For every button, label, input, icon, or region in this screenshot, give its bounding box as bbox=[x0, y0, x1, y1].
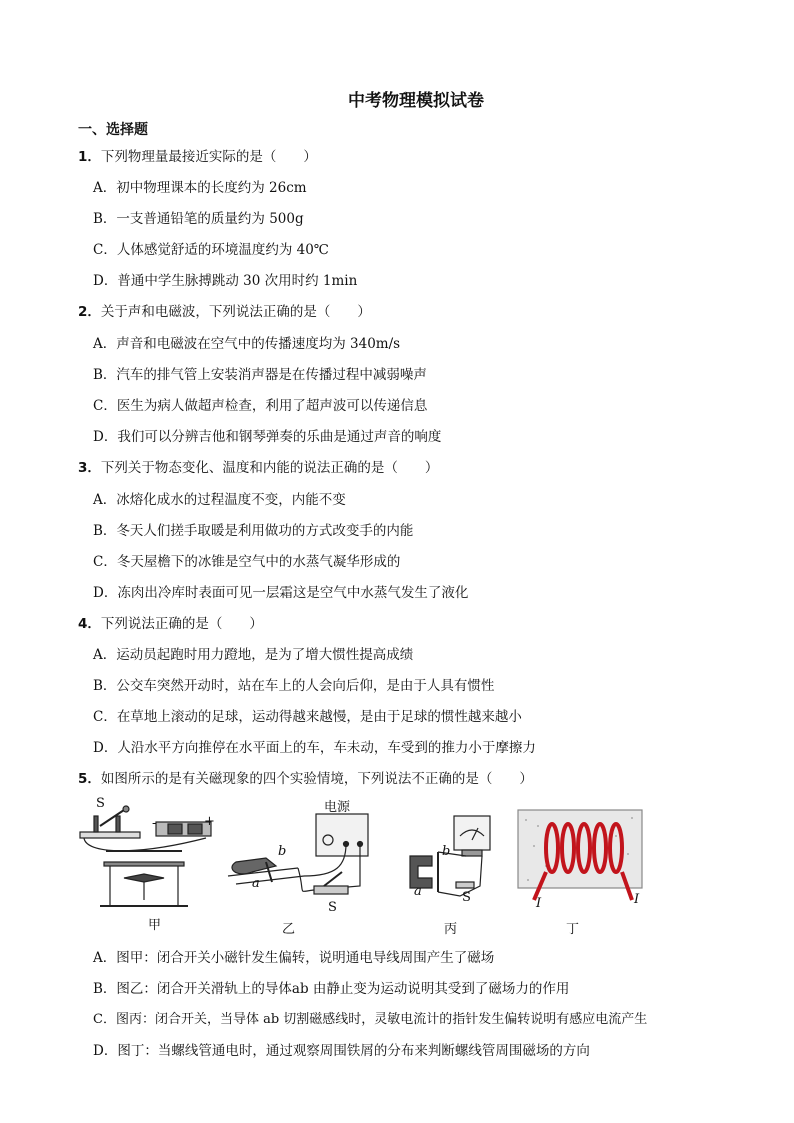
question-4 bbox=[78, 612, 263, 632]
label-a-bing: a bbox=[414, 884, 422, 899]
question-number: 1． bbox=[78, 149, 101, 165]
question-1 bbox=[78, 145, 317, 165]
question-number: 4． bbox=[78, 616, 101, 632]
page-title: 中考物理模拟试卷 bbox=[348, 91, 484, 111]
label-plus: + bbox=[204, 814, 215, 829]
caption-jia: 甲 bbox=[148, 918, 162, 933]
option-4a: A．运动员起跑时用力蹬地，是为了增大惯性提高成绩 bbox=[93, 647, 414, 663]
option-2a: A．声音和电磁波在空气中的传播速度均为 340m/s bbox=[93, 336, 401, 352]
question-number: 5． bbox=[78, 771, 101, 787]
label-minus: - bbox=[152, 816, 157, 831]
option-5d: D．图丁：当螺线管通电时，通过观察周围铁屑的分布来判断螺线管周围磁场的方向 bbox=[93, 1043, 590, 1059]
option-5b: B．图乙：闭合开关滑轨上的导体ab 由静止变为运动说明其受到了磁场力的作用 bbox=[93, 981, 570, 997]
option-4d: D．人沿水平方向推停在水平面上的车，车未动，车受到的推力小于摩擦力 bbox=[93, 740, 536, 756]
option-3a: A．冰熔化成水的过程温度不变，内能不变 bbox=[93, 492, 346, 508]
option-3d: D．冻肉出冷库时表面可见一层霜这是空气中水蒸气发生了液化 bbox=[93, 585, 469, 601]
experiment-diagrams bbox=[76, 796, 646, 936]
option-3c: C．冬天屋檐下的冰锥是空气中的水蒸气凝华形成的 bbox=[93, 554, 401, 570]
label-switch-bing: S bbox=[462, 890, 471, 905]
option-1a: A．初中物理课本的长度约为 26cm bbox=[93, 180, 307, 196]
section-heading: 一、选择题 bbox=[78, 122, 148, 138]
label-current-left: I bbox=[536, 896, 542, 911]
option-5c: C．图丙：闭合开关，当导体 ab 切割磁感线时，灵敏电流计的指针发生偏转说明有感应电流产生 bbox=[93, 1012, 648, 1027]
label-b-bing: b bbox=[442, 844, 451, 859]
question-3 bbox=[78, 456, 438, 476]
question-number: 2． bbox=[78, 304, 101, 320]
option-4c: C．在草地上滚动的足球，运动得越来越慢，是由于足球的惯性越来越小 bbox=[93, 709, 522, 725]
question-stem: 下列物理量最接近实际的是（ ） bbox=[100, 149, 317, 165]
label-switch-yi: S bbox=[328, 900, 337, 915]
option-1c: C．人体感觉舒适的环境温度约为 40℃ bbox=[93, 242, 329, 258]
option-1b: B．一支普通铅笔的质量约为 500g bbox=[93, 211, 304, 227]
option-2d: D．我们可以分辨吉他和钢琴弹奏的乐曲是通过声音的响度 bbox=[93, 429, 442, 445]
question-stem: 下列关于物态变化、温度和内能的说法正确的是（ ） bbox=[100, 460, 439, 476]
option-5a: A．图甲：闭合开关小磁针发生偏转，说明通电导线周围产生了磁场 bbox=[93, 950, 495, 966]
option-3b: B．冬天人们搓手取暖是利用做功的方式改变手的内能 bbox=[93, 523, 414, 539]
label-current-right: I bbox=[634, 892, 640, 907]
label-power-supply: 电源 bbox=[324, 800, 351, 815]
option-2b: B．汽车的排气管上安装消声器是在传播过程中减弱噪声 bbox=[93, 367, 427, 383]
magnetism-figure bbox=[76, 796, 646, 936]
caption-bing: 丙 bbox=[444, 922, 458, 937]
caption-yi: 乙 bbox=[282, 922, 296, 937]
question-5 bbox=[78, 767, 533, 787]
question-number: 3． bbox=[78, 460, 101, 476]
diagram-ding bbox=[518, 810, 642, 900]
caption-ding: 丁 bbox=[566, 922, 580, 937]
option-2c: C．医生为病人做超声检查，利用了超声波可以传递信息 bbox=[93, 398, 428, 414]
option-4b: B．公交车突然开动时，站在车上的人会向后仰，是由于人具有惯性 bbox=[93, 678, 495, 694]
diagram-jia bbox=[80, 806, 211, 906]
diagram-yi bbox=[228, 814, 368, 894]
label-a-yi: a bbox=[252, 876, 260, 891]
option-1d: D．普通中学生脉搏跳动 30 次用时约 1min bbox=[93, 273, 358, 289]
question-stem: 下列说法正确的是（ ） bbox=[100, 616, 263, 632]
question-stem: 关于声和电磁波，下列说法正确的是（ ） bbox=[100, 304, 371, 320]
label-b-yi: b bbox=[278, 844, 287, 859]
question-stem: 如图所示的是有关磁现象的四个实验情境，下列说法不正确的是（ ） bbox=[100, 771, 533, 787]
label-switch-jia: S bbox=[96, 796, 105, 811]
question-2 bbox=[78, 300, 371, 320]
